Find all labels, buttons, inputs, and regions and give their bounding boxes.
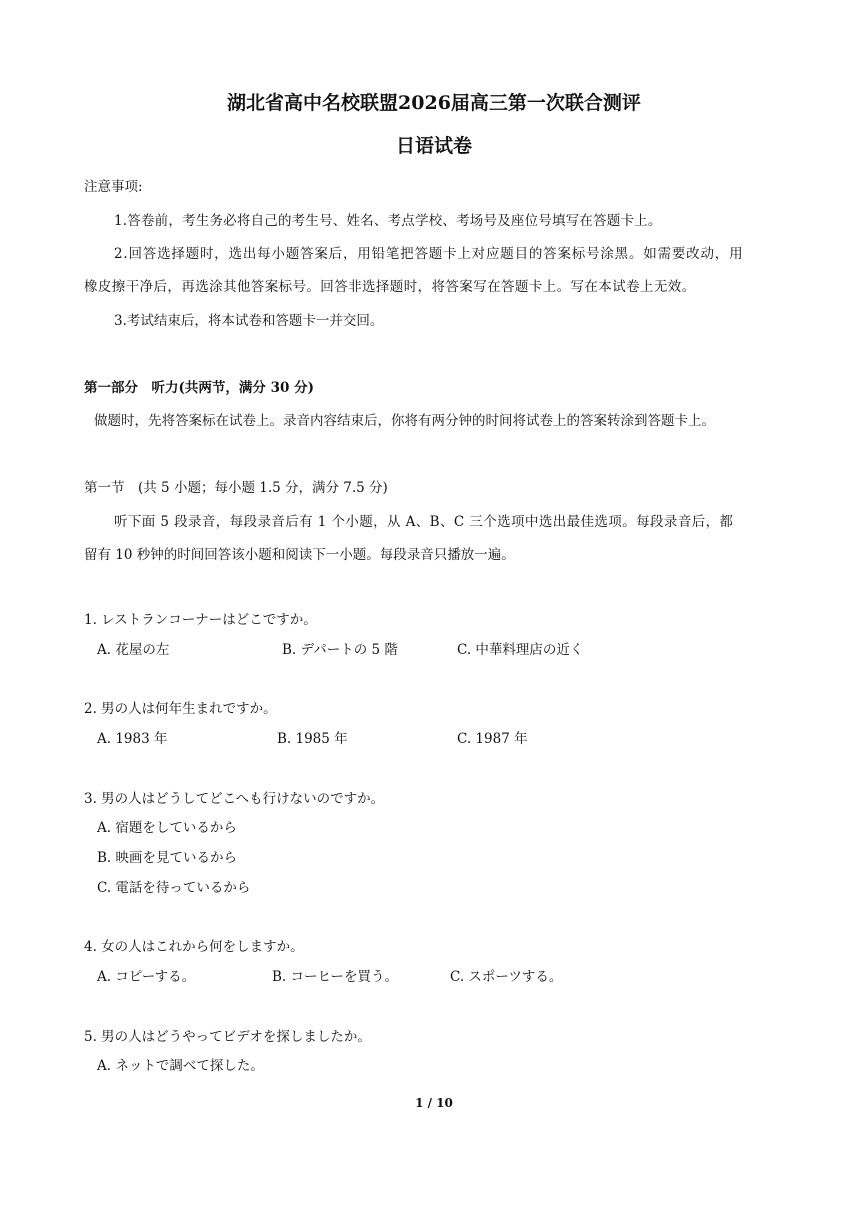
notice-heading: 注意事项: — [84, 179, 143, 195]
notice-item-2-cont: 橡皮擦干净后，再选涂其他答案标号。回答非选择题时，将答案写在答题卡上。写在本试卷上无效。 — [84, 279, 696, 295]
notice-item-1: 1.答卷前，考生务必将自己的考生号、姓名、考点学校、考场号及座位号填写在答题卡上。 — [114, 213, 662, 229]
question-4-option-c: C. スポーツする。 — [450, 969, 563, 985]
question-3-stem: 3. 男の人はどうしてどこへも行けないのですか。 — [84, 791, 385, 807]
question-1-option-b: B. デパートの 5 階 — [282, 642, 398, 658]
question-3-option-c: C. 電話を待っているから — [97, 880, 251, 896]
section1-heading: 第一节 (共 5 小题；每小题 1.5 分，满分 7.5 分) — [84, 480, 388, 496]
exam-subtitle: 日语试卷 — [395, 135, 472, 157]
question-3-option-a: A. 宿題をしているから — [97, 820, 237, 836]
part1-instruction: 做题时，先将答案标在试卷上。录音内容结束后，你将有两分钟的时间将试卷上的答案转涂到答题卡上。 — [94, 413, 715, 429]
section1-instruction-2: 留有 10 秒钟的时间回答该小题和阅读下一小题。每段录音只播放一遍。 — [84, 547, 515, 563]
notice-item-2: 2.回答选择题时，选出每小题答案后，用铅笔把答题卡上对应题目的答案标号涂黑。如需要改动，用 — [114, 246, 744, 262]
notice-item-3: 3.考试结束后，将本试卷和答题卡一并交回。 — [114, 313, 384, 329]
page-number: 1 / 10 — [415, 1096, 453, 1110]
question-2-option-a: A. 1983 年 — [97, 731, 168, 747]
question-5-stem: 5. 男の人はどうやってビデオを探しましたか。 — [84, 1029, 371, 1045]
question-2-option-c: C. 1987 年 — [457, 731, 528, 747]
question-5-option-a: A. ネットで調べて探した。 — [97, 1058, 264, 1074]
question-1-option-c: C. 中華料理店の近く — [457, 642, 584, 658]
part1-heading: 第一部分 听力(共两节，满分 30 分) — [84, 380, 314, 396]
section1-instruction-1: 听下面 5 段录音，每段录音后有 1 个小题，从 A、B、C 三个选项中选出最佳选项。每段录音后，都 — [114, 514, 734, 530]
question-2-stem: 2. 男の人は何年生まれですか。 — [84, 701, 277, 717]
question-4-stem: 4. 女の人はこれから何をしますか。 — [84, 939, 304, 955]
question-3-option-b: B. 映画を見ているから — [97, 850, 238, 866]
exam-title: 湖北省高中名校联盟2026届高三第一次联合测评 — [227, 92, 641, 114]
question-4-option-b: B. コーヒーを買う。 — [272, 969, 398, 985]
question-2-option-b: B. 1985 年 — [277, 731, 348, 747]
question-1-option-a: A. 花屋の左 — [97, 642, 170, 658]
question-4-option-a: A. コピーする。 — [97, 969, 196, 985]
question-1-stem: 1. レストランコーナーはどこですか。 — [84, 612, 317, 628]
